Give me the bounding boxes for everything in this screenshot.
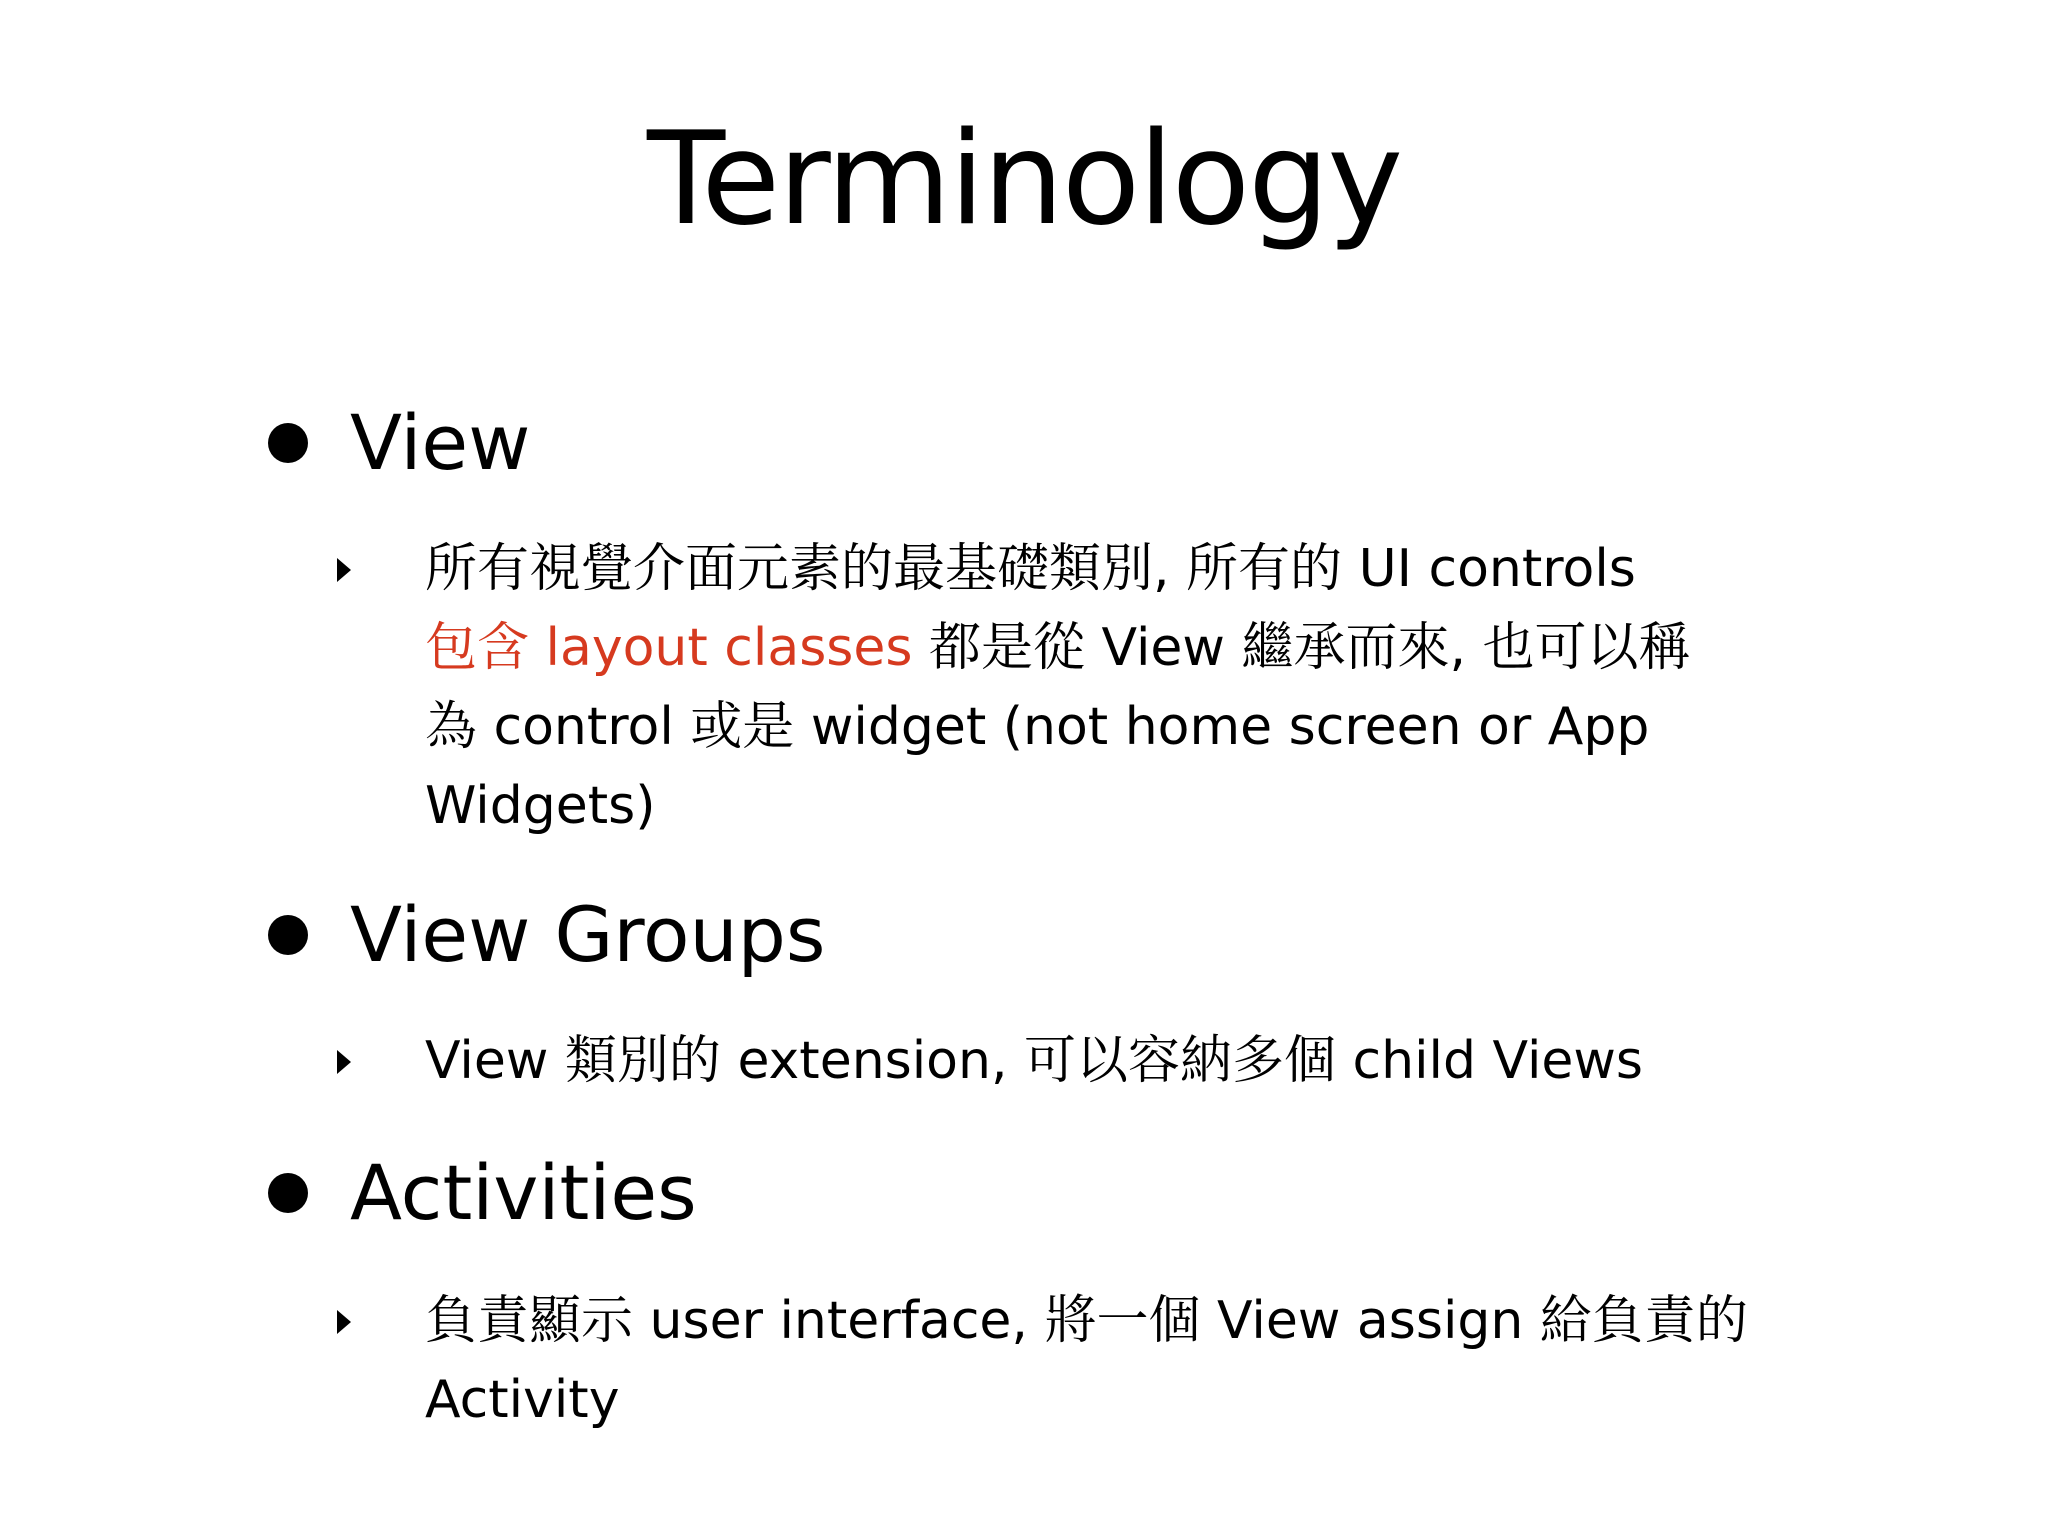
view-description-line-3: 為 control 或是 widget (not home screen or App [425, 697, 1650, 757]
bullet-triangle [337, 1050, 351, 1074]
heading-activities: Activities [350, 1148, 697, 1237]
view-description-line-4: Widgets) [425, 776, 656, 836]
activities-description [425, 1282, 1845, 1440]
heading-view-groups: View Groups [350, 890, 826, 979]
bullet-dot [268, 915, 308, 955]
activities-description-line-1: 負責顯示 user interface, 將一個 View assign 給負責的 [425, 1291, 1748, 1351]
bullet-triangle [337, 1310, 351, 1334]
heading-view: View [350, 398, 531, 487]
view-groups-description [425, 1022, 1845, 1101]
bullet-triangle [337, 558, 351, 582]
view-groups-description-line-1: View 類別的 extension, 可以容納多個 child Views [425, 1031, 1644, 1091]
activities-description-line-2: Activity [425, 1370, 620, 1430]
slide-title: Terminology [646, 105, 1402, 254]
bullet-dot [268, 1173, 308, 1213]
view-description-line-2 [425, 609, 1845, 688]
view-description-line-2-rest: 都是從 View 繼承而來, 也可以稱 [912, 618, 1691, 678]
view-description [425, 530, 1845, 846]
view-description-line-1: 所有視覺介面元素的最基礎類別, 所有的 UI controls [425, 539, 1636, 599]
highlighted-text: 包含 layout classes [425, 618, 913, 678]
bullet-dot [268, 423, 308, 463]
